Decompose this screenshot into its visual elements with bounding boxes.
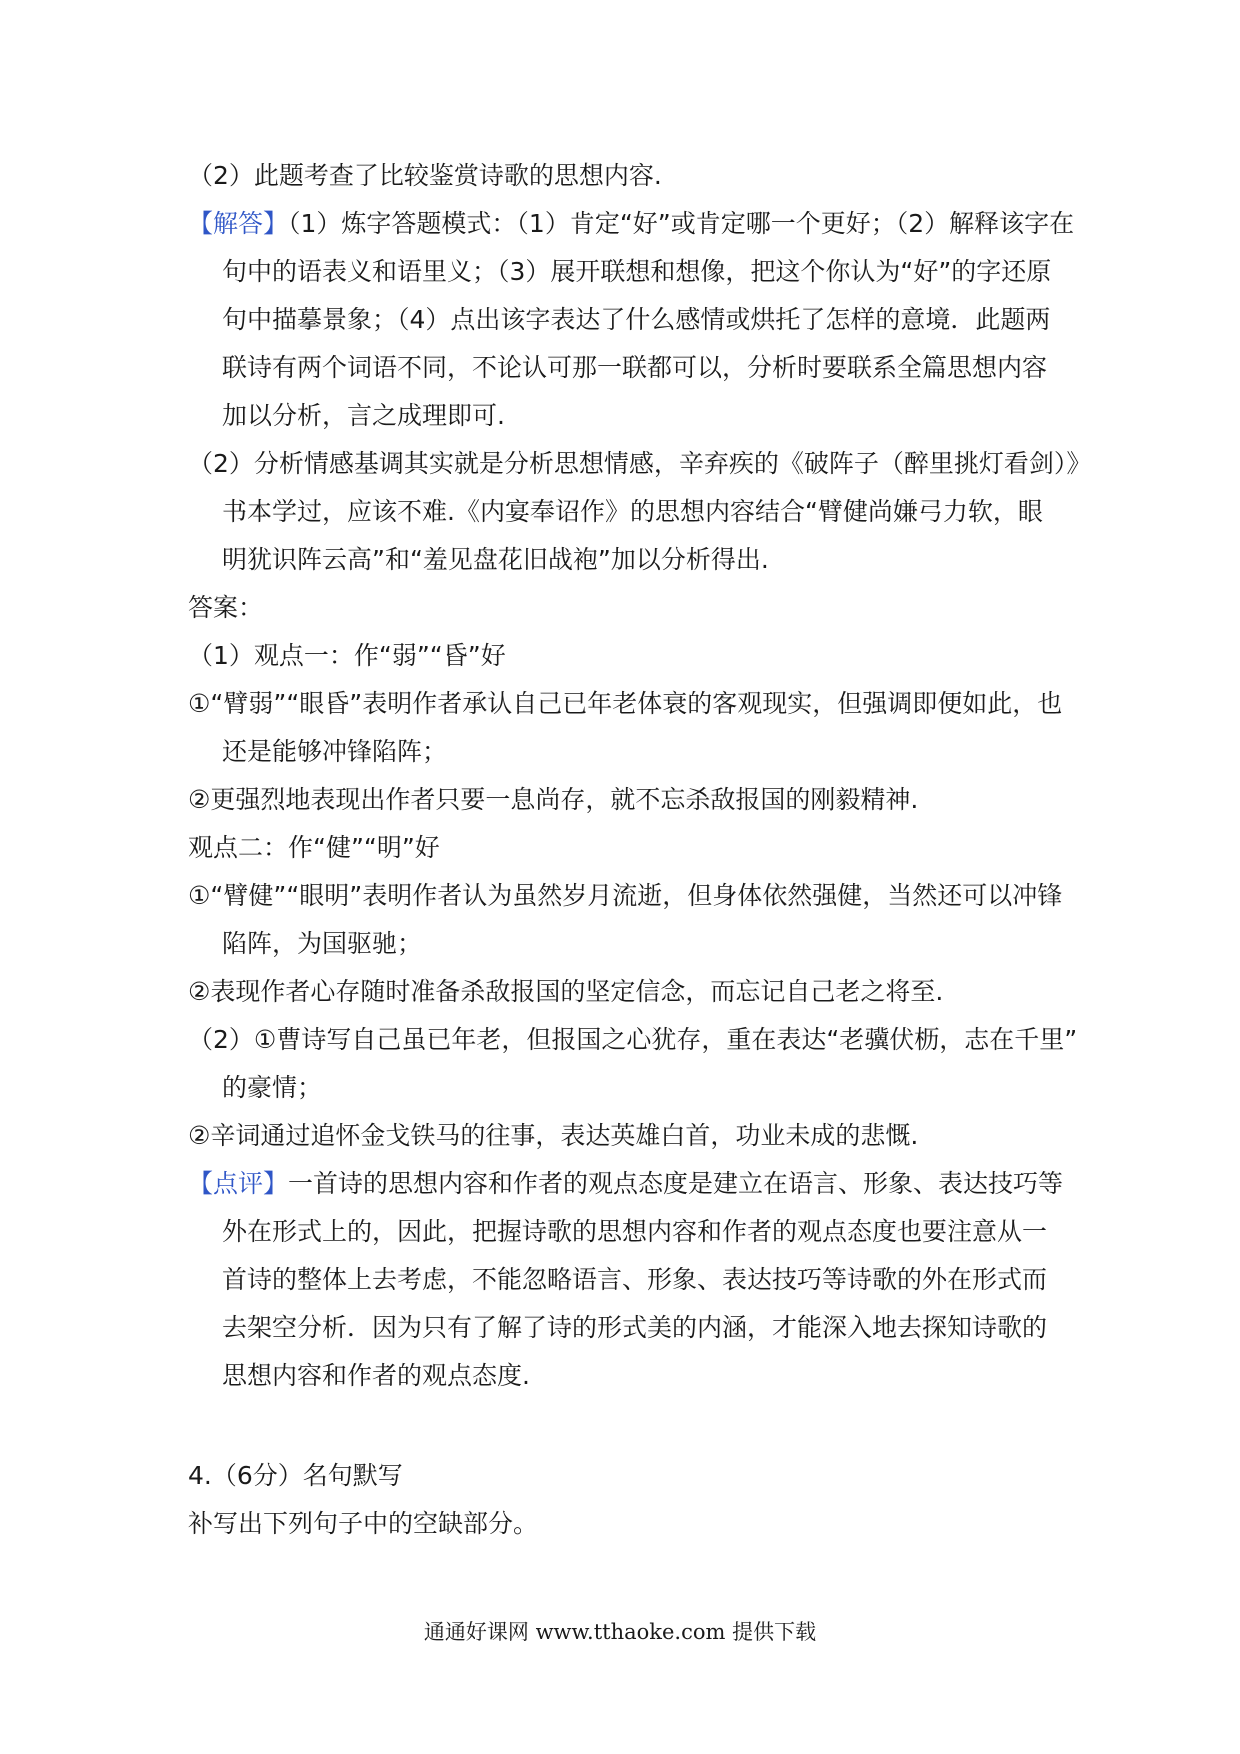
- viewpoint-two-reason-2: ②表现作者心存随时准备杀敌报国的坚定信念，而忘记自己老之将至.: [188, 977, 944, 1006]
- answer-line-4: 联诗有两个词语不同，不论认可那一联都可以，分析时要联系全篇思想内容: [222, 353, 1048, 382]
- answer-line-3: 句中描摹景象；（4）点出该字表达了什么感情或烘托了怎样的意境．此题两: [222, 305, 1051, 334]
- answer-paragraph-start: [188, 200, 1075, 248]
- answer-heading: 答案：: [188, 593, 264, 622]
- comment-line-2: 外在形式上的，因此，把握诗歌的思想内容和作者的观点态度也要注意从一: [222, 1217, 1048, 1246]
- answer-part2-line-2: 书本学过，应该不难.《内宴奉诏作》的思想内容结合“臂健尚嫌弓力软，眼: [222, 497, 1043, 526]
- answer-tag: 【解答】: [188, 209, 289, 238]
- answer-part2-point-1: （2）①曹诗写自己虽已年老，但报国之心犹存，重在表达“老骥伏枥，志在千里”: [188, 1025, 1078, 1054]
- section-gap: [188, 1400, 1068, 1452]
- page-footer: 通通好课网 www.tthaoke.com 提供下载: [423, 1620, 817, 1644]
- viewpoint-two-reason-1: ①“臂健”“眼明”表明作者认为虽然岁月流逝，但身体依然强健，当然还可以冲锋: [188, 881, 1063, 910]
- viewpoint-two: 观点二：作“健”“明”好: [188, 833, 440, 862]
- answer-content: [188, 152, 1092, 1548]
- viewpoint-one-reason-1-cont: 还是能够冲锋陷阵；: [222, 737, 448, 766]
- viewpoint-one: （1）观点一：作“弱”“昏”好: [188, 641, 506, 670]
- question-4-instruction: 补写出下列句子中的空缺部分。: [188, 1509, 539, 1538]
- answer-part2-point-1-cont: 的豪情；: [222, 1073, 323, 1102]
- comment-line-3: 首诗的整体上去考虑，不能忽略语言、形象、表达技巧等诗歌的外在形式而: [222, 1265, 1048, 1294]
- question-4-title: 4.（6分）名句默写: [188, 1461, 403, 1490]
- viewpoint-one-reason-2: ②更强烈地表现出作者只要一息尚存，就不忘杀敌报国的刚毅精神.: [188, 785, 919, 814]
- comment-line-4: 去架空分析．因为只有了解了诗的形式美的内涵，才能深入地去探知诗歌的: [222, 1313, 1048, 1342]
- answer-line-5: 加以分析，言之成理即可.: [222, 401, 505, 430]
- comment-paragraph-start: [188, 1160, 1068, 1208]
- analysis-line-2: （2）此题考查了比较鉴赏诗歌的思想内容.: [188, 161, 662, 190]
- answer-part2-point-2: ②辛词通过追怀金戈铁马的往事，表达英雄白首，功业未成的悲慨.: [188, 1121, 919, 1150]
- answer-line-2: 句中的语表义和语里义；（3）展开联想和想像，把这个你认为“好”的字还原: [222, 257, 1052, 286]
- viewpoint-two-reason-1-cont: 陷阵，为国驱驰；: [222, 929, 423, 958]
- answer-part2-line-3: 明犹识阵云高”和“羞见盘花旧战袍”加以分析得出.: [222, 545, 769, 574]
- comment-tag: 【点评】: [188, 1169, 289, 1198]
- comment-line-5: 思想内容和作者的观点态度.: [222, 1361, 530, 1390]
- answer-part2-line-1: （2）分析情感基调其实就是分析思想情感，辛弃疾的《破阵子（醉里挑灯看剑）》: [188, 449, 1092, 478]
- comment-line-1: 一首诗的思想内容和作者的观点态度是建立在语言、形象、表达技巧等: [288, 1169, 1064, 1198]
- viewpoint-one-reason-1: ①“臂弱”“眼昏”表明作者承认自己已年老体衰的客观现实，但强调即便如此，也: [188, 689, 1063, 718]
- answer-line-1: （1）炼字答题模式：（1）肯定“好”或肯定哪一个更好；（2）解释该字在: [288, 209, 1075, 238]
